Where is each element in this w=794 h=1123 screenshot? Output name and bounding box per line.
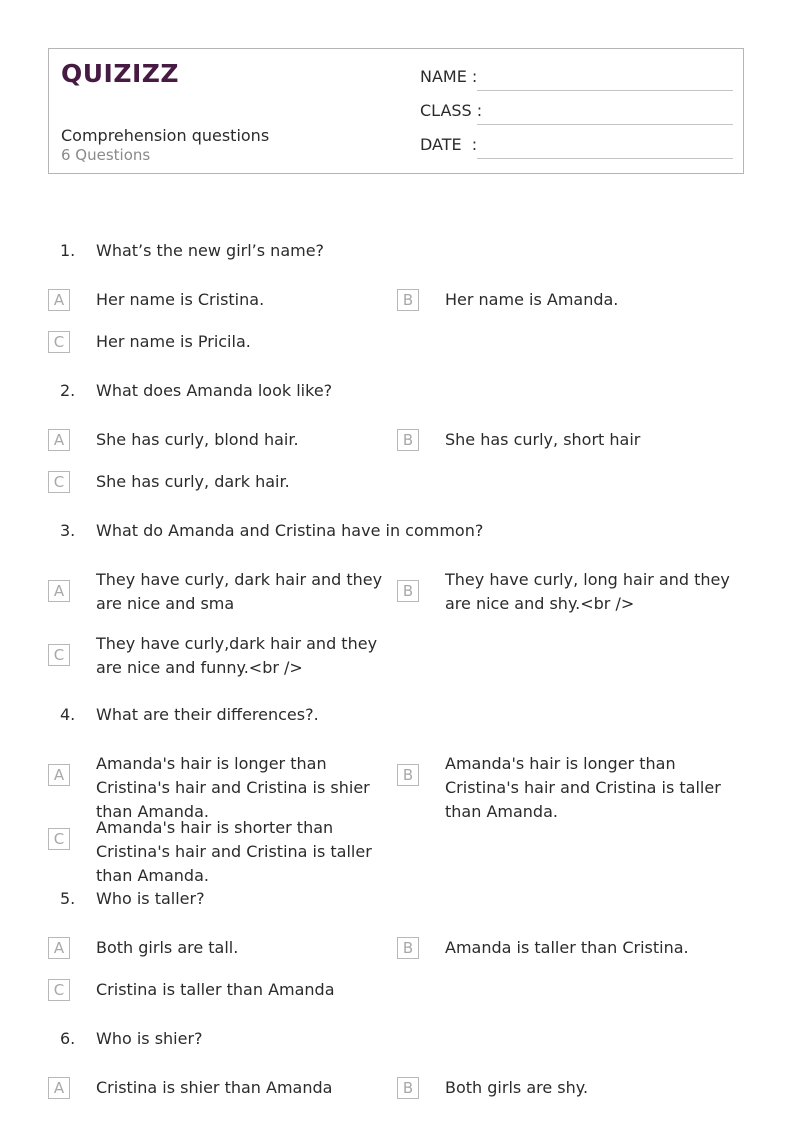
name-label: NAME : — [420, 67, 478, 86]
name-line[interactable] — [477, 90, 733, 91]
question-number: 3. — [60, 521, 76, 540]
option-text: Her name is Cristina. — [96, 290, 265, 309]
option-letter: A — [48, 580, 70, 602]
option-text: She has curly, short hair — [445, 430, 641, 449]
option-letter: C — [48, 331, 70, 353]
date-field[interactable] — [420, 135, 733, 159]
option-text: Amanda is taller than Cristina. — [445, 938, 689, 957]
worksheet-title: Comprehension questions — [61, 126, 270, 145]
option-letter: C — [48, 828, 70, 850]
option-letter: A — [48, 1077, 70, 1099]
question-number: 2. — [60, 381, 76, 400]
question-text: Who is shier? — [96, 1029, 203, 1048]
class-label: CLASS : — [420, 101, 483, 120]
option-text: They have curly, long hair and they are nice and shy.<br /> — [445, 570, 730, 613]
option-letter: A — [48, 289, 70, 311]
option-text: Her name is Pricila. — [96, 332, 251, 351]
class-field[interactable] — [420, 101, 733, 125]
option-text: Cristina is taller than Amanda — [96, 980, 335, 999]
question-text: What do Amanda and Cristina have in common? — [96, 521, 484, 540]
date-line[interactable] — [477, 158, 733, 159]
option-letter: B — [397, 289, 419, 311]
name-field[interactable] — [420, 67, 733, 91]
option-letter: B — [397, 580, 419, 602]
question-text: Who is taller? — [96, 889, 205, 908]
option-text: They have curly,dark hair and they are nice and funny.<br /> — [96, 634, 378, 677]
option-letter: B — [397, 429, 419, 451]
option-letter: C — [48, 644, 70, 666]
option-letter: A — [48, 764, 70, 786]
option-text: Cristina is shier than Amanda — [96, 1078, 333, 1097]
option-letter: C — [48, 471, 70, 493]
option-text: Her name is Amanda. — [445, 290, 619, 309]
option-text: Amanda's hair is longer than Cristina's hair and Cristina is shier than Amanda. — [96, 754, 370, 821]
option-letter: B — [397, 764, 419, 786]
option-text: Amanda's hair is shorter than Cristina's hair and Cristina is taller than Amanda. — [96, 818, 372, 885]
class-line[interactable] — [477, 124, 733, 125]
option-text: Amanda's hair is longer than Cristina's hair and Cristina is taller than Amanda. — [445, 754, 721, 821]
question-text: What’s the new girl’s name? — [96, 241, 325, 260]
question-number: 4. — [60, 705, 76, 724]
quizizz-logo: QUIZIZZ — [61, 59, 180, 88]
worksheet-header — [48, 48, 744, 174]
option-letter: B — [397, 1077, 419, 1099]
option-text: Both girls are tall. — [96, 938, 239, 957]
question-number: 6. — [60, 1029, 76, 1048]
question-text: What does Amanda look like? — [96, 381, 333, 400]
option-letter: B — [397, 937, 419, 959]
option-text: She has curly, blond hair. — [96, 430, 299, 449]
question-number: 1. — [60, 241, 76, 260]
question-count: 6 Questions — [61, 146, 151, 164]
question-text: What are their differences?. — [96, 705, 319, 724]
option-text: She has curly, dark hair. — [96, 472, 290, 491]
option-letter: C — [48, 979, 70, 1001]
option-text: Both girls are shy. — [445, 1078, 589, 1097]
date-label: DATE : — [420, 135, 478, 154]
option-letter: A — [48, 429, 70, 451]
question-number: 5. — [60, 889, 76, 908]
option-letter: A — [48, 937, 70, 959]
option-text: They have curly, dark hair and they are nice and sma — [96, 570, 383, 613]
